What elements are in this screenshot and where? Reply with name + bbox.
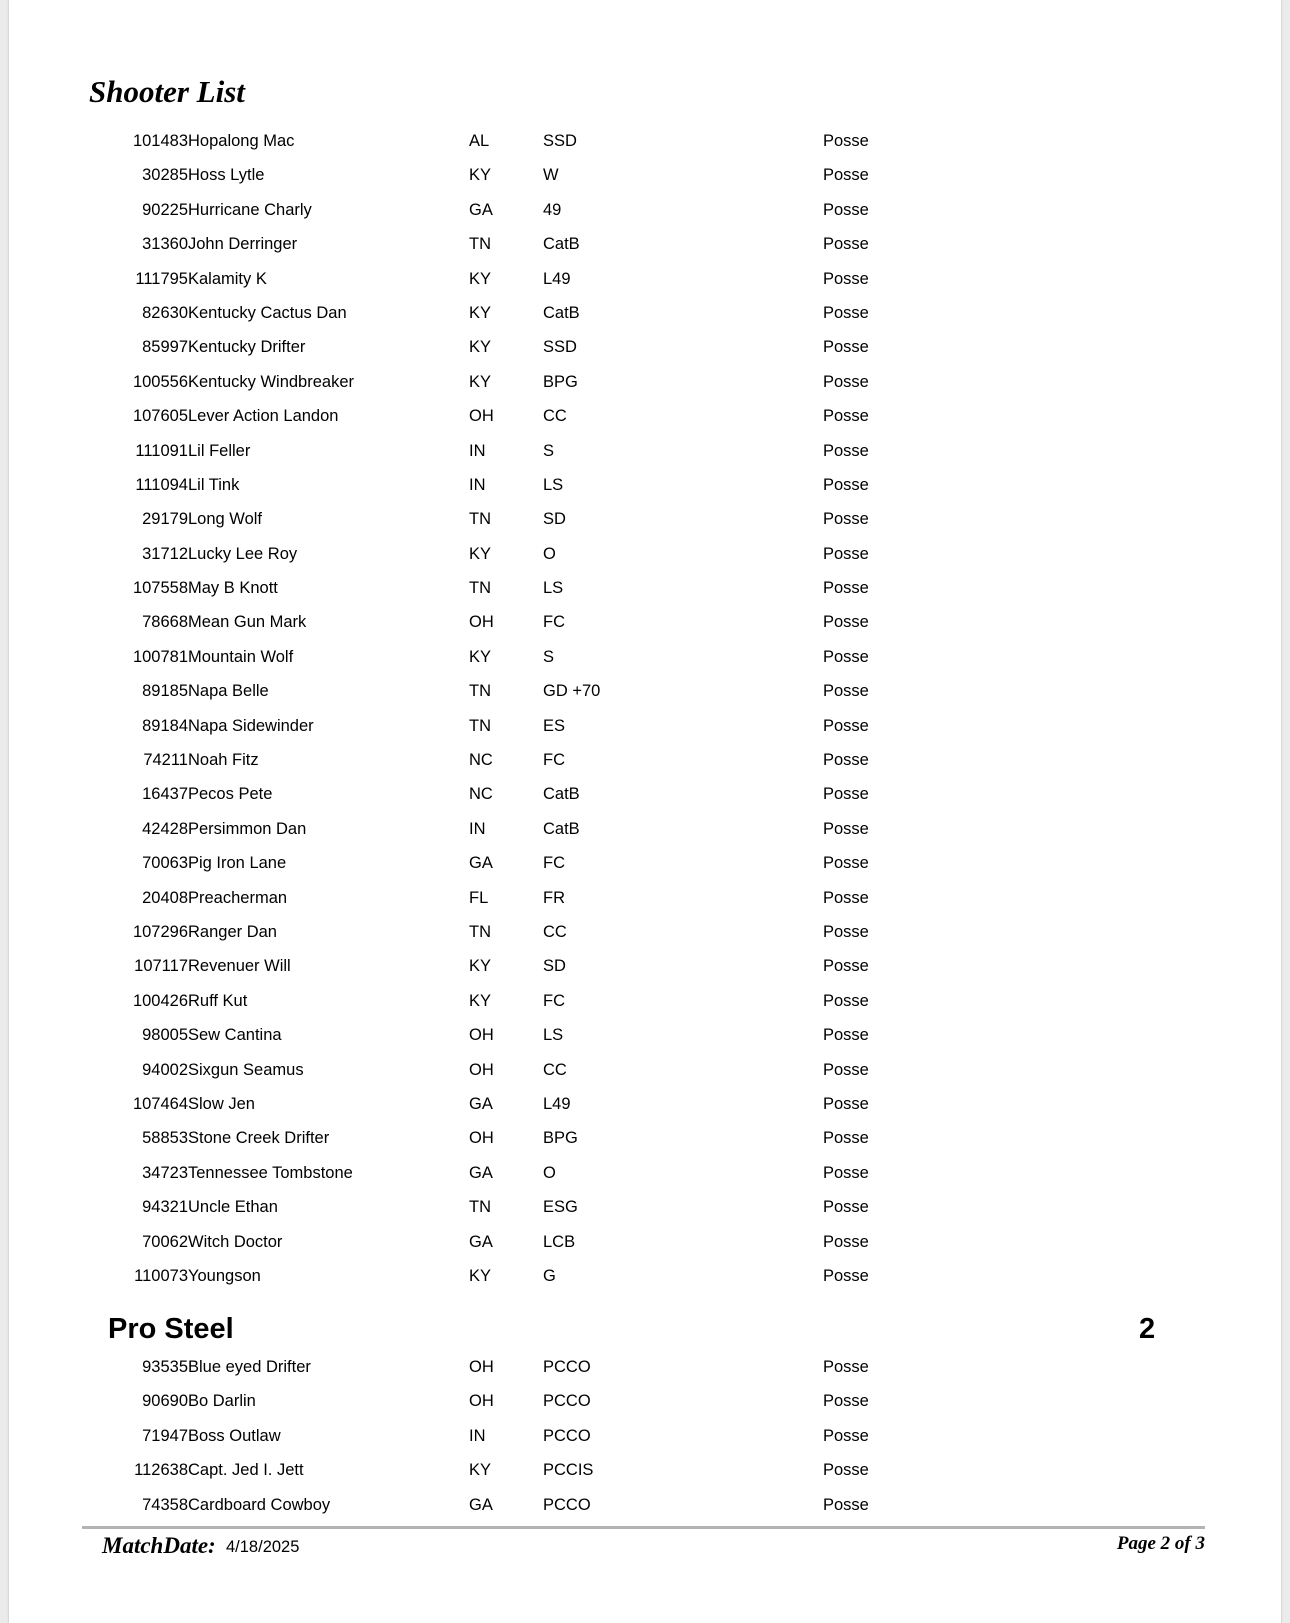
table-row xyxy=(9,1453,1281,1487)
shooter-posse: Posse xyxy=(823,200,869,219)
shooter-category: BPG xyxy=(543,372,578,391)
table-row xyxy=(9,1156,1281,1190)
match-date-label: MatchDate: xyxy=(102,1533,216,1558)
section-count: 2 xyxy=(1139,1313,1156,1345)
shooter-id: 20408 xyxy=(142,888,188,907)
shooter-category: PCCO xyxy=(543,1392,591,1411)
table-row xyxy=(9,1087,1281,1121)
shooter-state: FL xyxy=(469,888,489,907)
table-row xyxy=(9,399,1281,433)
shooter-category: SSD xyxy=(543,132,577,150)
shooter-category: BPG xyxy=(543,1129,578,1148)
shooter-name: Lil Feller xyxy=(188,441,251,460)
shooter-state: KY xyxy=(469,1266,492,1285)
shooter-name: Noah Fitz xyxy=(188,751,259,770)
table-row xyxy=(9,1121,1281,1155)
table-row xyxy=(9,812,1281,846)
shooter-id: 101483 xyxy=(132,132,188,150)
table-row xyxy=(9,709,1281,743)
shooter-id: 107117 xyxy=(134,957,188,976)
table-row xyxy=(9,124,1281,158)
table-row xyxy=(9,537,1281,571)
page-number: Page 2 of 3 xyxy=(1116,1533,1205,1554)
shooter-id: 16437 xyxy=(142,785,188,804)
shooter-posse: Posse xyxy=(823,475,869,494)
shooter-posse: Posse xyxy=(823,1358,869,1376)
shooter-category: CatB xyxy=(543,819,580,838)
shooter-name: Blue eyed Drifter xyxy=(188,1358,311,1376)
shooter-id: 82630 xyxy=(142,303,188,322)
shooter-state: AL xyxy=(469,132,490,150)
shooter-posse: Posse xyxy=(823,1129,869,1148)
shooter-posse: Posse xyxy=(823,338,869,357)
shooter-state: KY xyxy=(469,647,492,666)
shooter-posse: Posse xyxy=(823,269,869,288)
shooter-posse: Posse xyxy=(823,1060,869,1079)
table-row xyxy=(9,915,1281,949)
shooter-category: SD xyxy=(543,510,566,529)
shooter-category: S xyxy=(543,441,555,460)
footer-divider xyxy=(82,1526,1205,1529)
shooter-name: Uncle Ethan xyxy=(188,1198,278,1217)
shooter-name: Kentucky Windbreaker xyxy=(188,372,354,391)
shooter-name: Mean Gun Mark xyxy=(188,613,307,632)
shooter-state: TN xyxy=(469,510,491,529)
shooter-id: 89185 xyxy=(142,682,188,701)
table-row xyxy=(9,1225,1281,1259)
section-title: Pro Steel xyxy=(108,1313,234,1345)
shooter-id: 31712 xyxy=(142,544,188,563)
shooter-state: KY xyxy=(469,372,492,391)
shooter-state: NC xyxy=(469,785,493,804)
shooter-posse: Posse xyxy=(823,407,869,426)
shooter-name: Long Wolf xyxy=(188,510,262,529)
shooter-state: IN xyxy=(469,475,486,494)
shooter-category: ES xyxy=(543,716,566,735)
shooter-name: Pecos Pete xyxy=(188,785,273,804)
table-row xyxy=(9,193,1281,227)
table-row xyxy=(9,330,1281,364)
shooter-id: 94321 xyxy=(142,1198,188,1217)
shooter-id: 100426 xyxy=(132,991,188,1010)
table-row xyxy=(9,296,1281,330)
shooter-state: GA xyxy=(469,854,493,873)
shooter-category: LS xyxy=(543,579,564,598)
shooter-category: LS xyxy=(543,1026,564,1045)
shooter-category: LS xyxy=(543,475,564,494)
table-row xyxy=(9,262,1281,296)
shooter-posse: Posse xyxy=(823,1026,869,1045)
shooter-state: OH xyxy=(469,1358,494,1376)
shooter-posse: Posse xyxy=(823,819,869,838)
shooter-name: Hurricane Charly xyxy=(188,200,312,219)
shooter-category: L49 xyxy=(543,269,571,288)
page-title: Shooter List xyxy=(89,74,245,109)
shooter-name: Witch Doctor xyxy=(188,1232,283,1251)
shooter-posse: Posse xyxy=(823,888,869,907)
shooter-id: 34723 xyxy=(142,1163,188,1182)
shooter-posse: Posse xyxy=(823,613,869,632)
shooter-state: OH xyxy=(469,407,494,426)
table-row xyxy=(9,1053,1281,1087)
shooter-category: GD +70 xyxy=(543,682,601,701)
document-page xyxy=(9,0,1281,1623)
shooter-state: KY xyxy=(469,1461,492,1480)
shooter-name: Stone Creek Drifter xyxy=(188,1129,330,1148)
table-row xyxy=(9,881,1281,915)
shooter-id: 100556 xyxy=(132,372,188,391)
table-row xyxy=(9,1190,1281,1224)
table-row xyxy=(9,743,1281,777)
shooter-id: 111094 xyxy=(135,475,188,494)
shooter-posse: Posse xyxy=(823,132,869,150)
shooter-state: TN xyxy=(469,235,491,254)
shooter-name: Sixgun Seamus xyxy=(188,1060,304,1079)
shooter-id: 111795 xyxy=(135,269,188,288)
table-row xyxy=(9,1488,1281,1522)
table-row xyxy=(9,674,1281,708)
shooter-posse: Posse xyxy=(823,716,869,735)
shooter-id: 70062 xyxy=(142,1232,188,1251)
shooter-name: Pig Iron Lane xyxy=(188,854,287,873)
shooter-category: CatB xyxy=(543,235,580,254)
shooter-name: Persimmon Dan xyxy=(188,819,307,838)
shooter-list xyxy=(9,124,1281,1293)
shooter-state: GA xyxy=(469,200,493,219)
shooter-name: Lil Tink xyxy=(188,475,240,494)
shooter-name: Kalamity K xyxy=(188,269,267,288)
shooter-posse: Posse xyxy=(823,647,869,666)
shooter-posse: Posse xyxy=(823,1163,869,1182)
shooter-category: SSD xyxy=(543,338,577,357)
shooter-name: Youngson xyxy=(188,1266,261,1285)
shooter-posse: Posse xyxy=(823,682,869,701)
shooter-posse: Posse xyxy=(823,303,869,322)
shooter-id: 112638 xyxy=(134,1461,188,1480)
shooter-posse: Posse xyxy=(823,751,869,770)
shooter-name: Hoss Lytle xyxy=(188,166,265,185)
shooter-category: CC xyxy=(543,1060,567,1079)
shooter-posse: Posse xyxy=(823,1198,869,1217)
table-row xyxy=(9,434,1281,468)
section-shooter-list xyxy=(9,1350,1281,1522)
shooter-id: 100781 xyxy=(132,647,188,666)
shooter-state: OH xyxy=(469,1129,494,1148)
shooter-posse: Posse xyxy=(823,785,869,804)
shooter-state: KY xyxy=(469,303,492,322)
shooter-name: Revenuer Will xyxy=(188,957,291,976)
shooter-name: Tennessee Tombstone xyxy=(188,1163,353,1182)
table-row xyxy=(9,1419,1281,1453)
shooter-category: W xyxy=(543,166,559,185)
shooter-id: 107605 xyxy=(132,407,188,426)
shooter-category: FR xyxy=(543,888,565,907)
table-row xyxy=(9,158,1281,192)
shooter-posse: Posse xyxy=(823,579,869,598)
shooter-id: 98005 xyxy=(142,1026,188,1045)
shooter-id: 107464 xyxy=(132,1094,188,1113)
table-row xyxy=(9,1384,1281,1418)
shooter-id: 107296 xyxy=(132,922,188,941)
shooter-posse: Posse xyxy=(823,372,869,391)
shooter-id: 90690 xyxy=(142,1392,188,1411)
shooter-category: PCCO xyxy=(543,1358,591,1376)
shooter-posse: Posse xyxy=(823,166,869,185)
table-row xyxy=(9,502,1281,536)
shooter-name: Sew Cantina xyxy=(188,1026,282,1045)
table-row xyxy=(9,846,1281,880)
table-row xyxy=(9,1259,1281,1293)
shooter-category: PCCO xyxy=(543,1495,591,1514)
shooter-posse: Posse xyxy=(823,1266,869,1285)
shooter-name: Bo Darlin xyxy=(188,1392,256,1411)
shooter-state: IN xyxy=(469,441,486,460)
shooter-name: Napa Sidewinder xyxy=(188,716,314,735)
shooter-name: Hopalong Mac xyxy=(188,132,295,150)
shooter-category: 49 xyxy=(543,200,562,219)
shooter-state: IN xyxy=(469,1426,486,1445)
shooter-name: May B Knott xyxy=(188,579,278,598)
shooter-name: Slow Jen xyxy=(188,1094,255,1113)
shooter-posse: Posse xyxy=(823,1495,869,1514)
shooter-state: GA xyxy=(469,1495,493,1514)
shooter-id: 71947 xyxy=(142,1426,188,1445)
table-row xyxy=(9,1350,1281,1384)
shooter-category: CC xyxy=(543,922,567,941)
shooter-id: 31360 xyxy=(142,235,188,254)
shooter-id: 85997 xyxy=(142,338,188,357)
shooter-posse: Posse xyxy=(823,441,869,460)
shooter-category: L49 xyxy=(543,1094,571,1113)
shooter-id: 78668 xyxy=(142,613,188,632)
shooter-id: 110073 xyxy=(134,1266,188,1285)
shooter-state: KY xyxy=(469,338,492,357)
shooter-posse: Posse xyxy=(823,544,869,563)
shooter-category: FC xyxy=(543,854,565,873)
shooter-posse: Posse xyxy=(823,1461,869,1480)
match-date-value: 4/18/2025 xyxy=(226,1538,300,1556)
shooter-id: 107558 xyxy=(132,579,188,598)
shooter-id: 74211 xyxy=(143,751,188,770)
shooter-name: Kentucky Drifter xyxy=(188,338,306,357)
shooter-category: S xyxy=(543,647,555,666)
shooter-category: FC xyxy=(543,991,565,1010)
shooter-category: CC xyxy=(543,407,567,426)
shooter-posse: Posse xyxy=(823,510,869,529)
shooter-category: FC xyxy=(543,613,565,632)
shooter-category: CatB xyxy=(543,303,580,322)
shooter-state: IN xyxy=(469,819,486,838)
shooter-state: NC xyxy=(469,751,493,770)
shooter-category: G xyxy=(543,1266,556,1285)
shooter-category: CatB xyxy=(543,785,580,804)
shooter-posse: Posse xyxy=(823,1094,869,1113)
shooter-id: 93535 xyxy=(142,1358,188,1376)
shooter-state: OH xyxy=(469,1392,494,1411)
shooter-id: 94002 xyxy=(142,1060,188,1079)
shooter-state: OH xyxy=(469,613,494,632)
shooter-posse: Posse xyxy=(823,1392,869,1411)
shooter-name: Lever Action Landon xyxy=(188,407,339,426)
shooter-state: OH xyxy=(469,1060,494,1079)
table-row xyxy=(9,605,1281,639)
shooter-state: KY xyxy=(469,269,492,288)
shooter-category: PCCO xyxy=(543,1426,591,1445)
shooter-posse: Posse xyxy=(823,1232,869,1251)
shooter-category: FC xyxy=(543,751,565,770)
shooter-state: GA xyxy=(469,1232,493,1251)
shooter-state: TN xyxy=(469,682,491,701)
shooter-name: Cardboard Cowboy xyxy=(188,1495,331,1514)
table-row xyxy=(9,949,1281,983)
shooter-name: Ranger Dan xyxy=(188,922,277,941)
table-row xyxy=(9,571,1281,605)
shooter-state: GA xyxy=(469,1094,493,1113)
shooter-category: PCCIS xyxy=(543,1461,594,1480)
shooter-name: Capt. Jed I. Jett xyxy=(188,1461,304,1480)
shooter-id: 70063 xyxy=(142,854,188,873)
shooter-posse: Posse xyxy=(823,957,869,976)
shooter-state: GA xyxy=(469,1163,493,1182)
shooter-id: 90225 xyxy=(142,200,188,219)
shooter-name: Preacherman xyxy=(188,888,288,907)
shooter-state: TN xyxy=(469,716,491,735)
shooter-name: Napa Belle xyxy=(188,682,269,701)
shooter-category: O xyxy=(543,1163,556,1182)
shooter-state: TN xyxy=(469,579,491,598)
table-row xyxy=(9,1018,1281,1052)
shooter-posse: Posse xyxy=(823,854,869,873)
shooter-id: 58853 xyxy=(142,1129,188,1148)
shooter-id: 30285 xyxy=(142,166,188,185)
shooter-id: 42428 xyxy=(142,819,188,838)
shooter-category: ESG xyxy=(543,1198,578,1217)
shooter-name: John Derringer xyxy=(188,235,298,254)
shooter-state: KY xyxy=(469,957,492,976)
table-row xyxy=(9,365,1281,399)
shooter-name: Kentucky Cactus Dan xyxy=(188,303,347,322)
shooter-state: TN xyxy=(469,1198,491,1217)
table-row xyxy=(9,984,1281,1018)
shooter-state: KY xyxy=(469,544,492,563)
shooter-posse: Posse xyxy=(823,235,869,254)
table-row xyxy=(9,227,1281,261)
shooter-category: SD xyxy=(543,957,566,976)
shooter-id: 89184 xyxy=(142,716,188,735)
shooter-state: KY xyxy=(469,166,492,185)
shooter-id: 29179 xyxy=(142,510,188,529)
shooter-name: Boss Outlaw xyxy=(188,1426,281,1445)
shooter-name: Mountain Wolf xyxy=(188,647,294,666)
shooter-state: KY xyxy=(469,991,492,1010)
shooter-state: TN xyxy=(469,922,491,941)
shooter-posse: Posse xyxy=(823,922,869,941)
shooter-state: OH xyxy=(469,1026,494,1045)
shooter-category: LCB xyxy=(543,1232,576,1251)
shooter-id: 111091 xyxy=(135,441,188,460)
shooter-id: 74358 xyxy=(142,1495,188,1514)
shooter-posse: Posse xyxy=(823,991,869,1010)
shooter-category: O xyxy=(543,544,556,563)
table-row xyxy=(9,777,1281,811)
shooter-name: Ruff Kut xyxy=(188,991,248,1010)
shooter-name: Lucky Lee Roy xyxy=(188,544,298,563)
table-row xyxy=(9,640,1281,674)
shooter-posse: Posse xyxy=(823,1426,869,1445)
table-row xyxy=(9,468,1281,502)
